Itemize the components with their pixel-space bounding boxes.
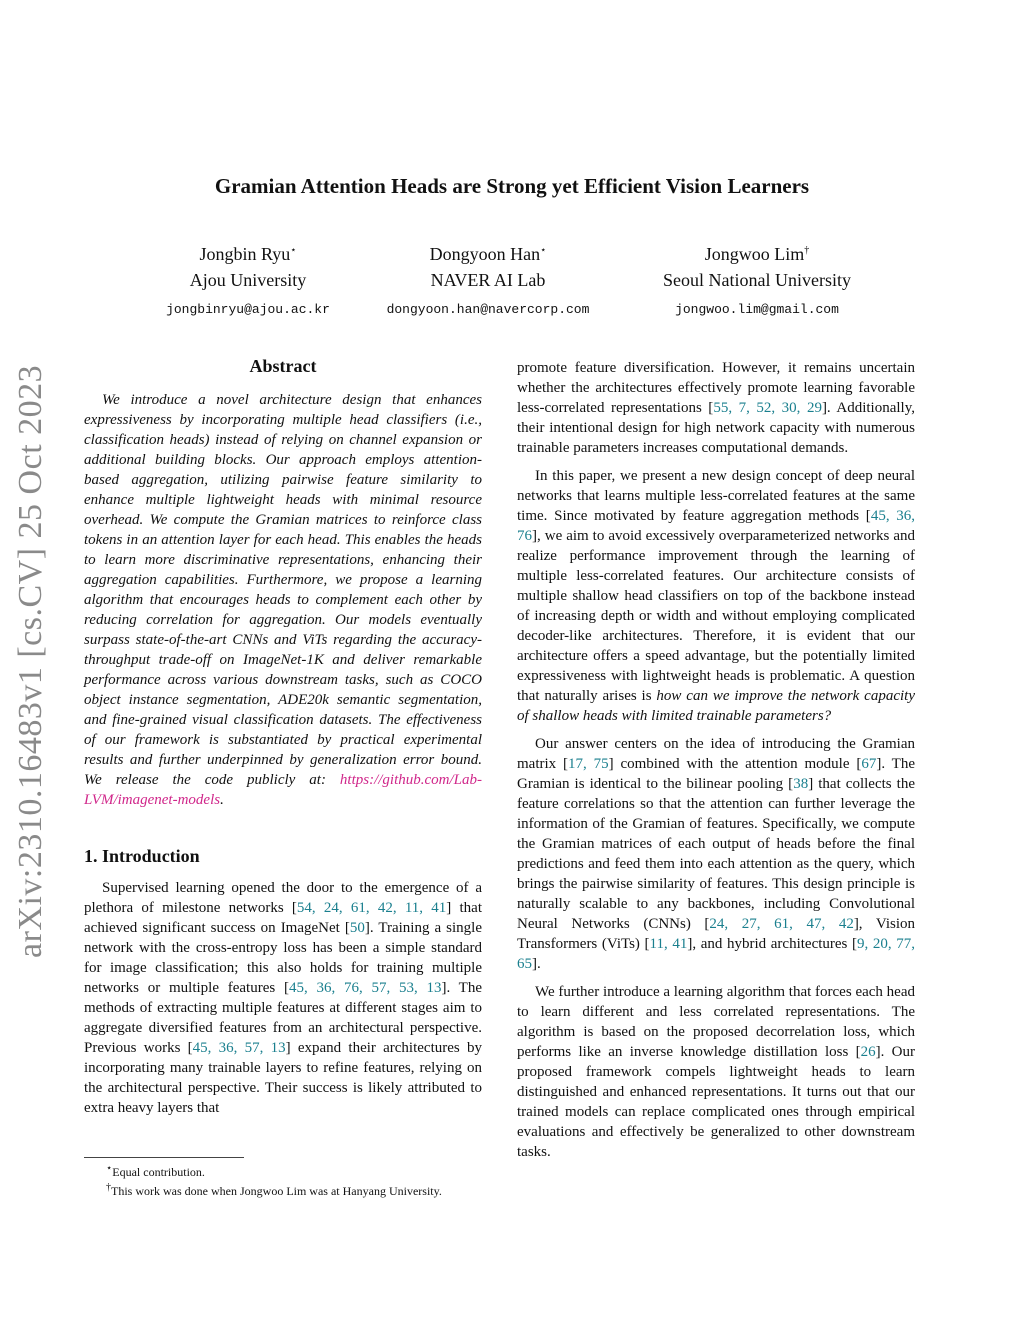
author-email[interactable]: jongbinryu@ajou.ac.kr [166, 302, 330, 317]
abstract-body: We introduce a novel architecture design that enhances expressiveness by incorporating multiple head classifiers (i.e., classification heads) instead of relying on channel expansion or additional building blocks. Our approach employs attention-based aggregation, utilizing pairwise feature similarity to enhance multiple lightweight heads with minimal resource overhead. We compute the Gramian matrices to reinforce class tokens in an attention layer for each head. This enables the heads to learn more discriminative representations, enhancing their aggregation capabilities. Furthermore, we propose a learning algorithm that encourages heads to complement each other by reducing correlation for aggregation. Our models eventually surpass state-of-the-art CNNs and ViTs regarding the accuracy-throughput trade-off on ImageNet-1K and deliver remarkable performance across various downstream tasks, such as COCO object instance segmentation, ADE20k semantic segmentation, and fine-grained visual classification datasets. The effectiveness of our framework is substantiated by practical experimental results and further underpinned by generalization error bound. We release the code publicly at: [84, 392, 482, 788]
citation[interactable]: 45, 36, 57, 13 [192, 1040, 286, 1056]
footnote-2 [106, 1180, 494, 1199]
text-span: ]. Training a single network with the cross-entropy loss has been a simple standard for image classification; this also holds for training multiple networks or multiple features [ [84, 920, 482, 996]
footnote-rule [84, 1157, 244, 1158]
text-span: Supervised learning opened the door to the emergence of a plethora of milestone networks [ [84, 880, 482, 916]
footnote-mark: † [106, 1182, 111, 1193]
text-span: ], we aim to avoid excessively overparameterized networks and realize performance improvement through the learning of multiple less-correlated features. Our architecture consists of multiple shallow head classifiers on top of the backbone instead of increasing depth or width and without employing complicated decoder-like architectures. Therefore, it is evident that our architecture offers a speed advantage, but the potentially limited expressiveness with lightweight heads is problematic. A question that naturally arises is [517, 528, 915, 704]
right-paragraph-4 [517, 982, 915, 1162]
footnotes [84, 1161, 494, 1199]
footnote-1 [106, 1161, 494, 1180]
citation[interactable]: 54, 24, 61, 42, 11, 41 [296, 900, 447, 916]
author-block-3 [617, 238, 897, 323]
citation[interactable]: 38 [793, 776, 809, 792]
author-block-2 [348, 238, 628, 323]
abstract-text [84, 390, 482, 810]
author-name: Dongyoon Han [429, 244, 541, 264]
text-span: In this paper, we present a new design concept of deep neural networks that learns multiple less-correlated features at the same time. Since motivated by feature aggregation methods [ [517, 468, 915, 524]
author-block-1 [108, 238, 388, 323]
author-affiliation: Seoul National University [663, 270, 851, 290]
citation[interactable]: 67 [861, 756, 877, 772]
author-name: Jongwoo Lim [704, 244, 805, 264]
citation[interactable]: 26 [860, 1044, 876, 1060]
abstract-suffix: . [220, 792, 224, 808]
author-mark: ⋆ [290, 245, 297, 256]
text-span: We further introduce a learning algorithm that forces each head to learn different and less correlated representations. The algorithm is based on the proposed decorrelation loss, which performs like an inverse knowledge distillation loss [ [517, 984, 915, 1060]
citation[interactable]: 24, 27, 61, 47, 42 [709, 916, 854, 932]
citation[interactable]: 9, 20, 77, 65 [517, 936, 915, 972]
citation[interactable]: 17, 75 [568, 756, 609, 772]
intro-paragraph [84, 878, 482, 1118]
author-mark: † [804, 245, 810, 256]
citation[interactable]: 11, 41 [649, 936, 688, 952]
abstract-heading: Abstract [249, 356, 317, 376]
text-span: ]. Our proposed framework compels lightweight heads to learn distinguished and enhanced representations. It turns out that our trained models can replace complicated ones through empirical evaluations and effectively be generalized to other downstream tasks. [517, 1044, 915, 1160]
right-column [517, 358, 915, 1162]
text-span: ]. The Gramian is identical to the bilinear pooling [ [517, 756, 916, 792]
text-span: ] that achieved significant success on ImageNet [ [84, 900, 482, 936]
author-name: Jongbin Ryu [199, 244, 291, 264]
right-paragraph-2 [517, 466, 915, 726]
footnote-mark: ⋆ [106, 1163, 113, 1174]
code-link[interactable]: https://github.com/Lab-LVM/imagenet-models [84, 772, 482, 808]
footnote-text: This work was done when Jongwoo Lim was at Hanyang University. [111, 1184, 442, 1198]
left-column [84, 356, 482, 1118]
text-span: ]. Additionally, their intentional design for high network capacity with numerous trainable parameters increases computational demands. [517, 400, 915, 456]
citation[interactable]: 45, 36, 76 [517, 508, 916, 544]
author-mark: ⋆ [540, 245, 547, 256]
author-affiliation: NAVER AI Lab [430, 270, 546, 290]
text-span: ] that collects the feature correlations so that the attention can further leverage the information of the Gramian of features. Specifically, we compute the Gramian matrices of each output of heads before the final predictions and feed them into each attention as the query, which brings the pairwise similarity of features. This design principle is naturally scalable to any backbones, including Convolutional Neural Networks (CNNs) [ [517, 776, 915, 932]
text-span: ], Vision Transformers (ViTs) [ [517, 916, 915, 952]
right-paragraph-3 [517, 734, 915, 974]
author-email[interactable]: jongwoo.lim@gmail.com [675, 302, 839, 317]
citation[interactable]: 50 [349, 920, 365, 936]
footnote-text: Equal contribution. [112, 1165, 205, 1179]
text-span: Our answer centers on the idea of introducing the Gramian matrix [ [517, 736, 915, 772]
text-span: ] combined with the attention module [ [608, 756, 862, 772]
research-question: how can we improve the network capacity of shallow heads with limited trainable parameters? [517, 688, 915, 724]
author-affiliation: Ajou University [189, 270, 307, 290]
arxiv-identifier: arXiv:2310.16483v1 [cs.CV] 25 Oct 2023 [12, 364, 49, 958]
text-span: promote feature diversification. However, it remains uncertain whether the architectures effectively promote learning favorable less-correlated representations [ [517, 360, 915, 416]
text-span: ]. [532, 956, 541, 972]
text-span: ], and hybrid architectures [ [687, 936, 858, 952]
text-span: ]. The methods of extracting multiple features at different stages aim to aggregate diversified features from an architectural perspective. Previous works [ [84, 980, 482, 1056]
section-heading-introduction: 1. Introduction [84, 846, 200, 866]
citation[interactable]: 55, 7, 52, 30, 29 [713, 400, 822, 416]
text-span: ] expand their architectures by incorporating many trainable layers to refine features, relying on the architectural perspective. Their success is likely attributed to extra heavy layers that [84, 1040, 482, 1116]
right-paragraph-1 [517, 358, 915, 458]
citation[interactable]: 45, 36, 76, 57, 53, 13 [288, 980, 442, 996]
paper-title: Gramian Attention Heads are Strong yet Efficient Vision Learners [214, 174, 810, 198]
author-email[interactable]: dongyoon.han@navercorp.com [386, 302, 590, 317]
